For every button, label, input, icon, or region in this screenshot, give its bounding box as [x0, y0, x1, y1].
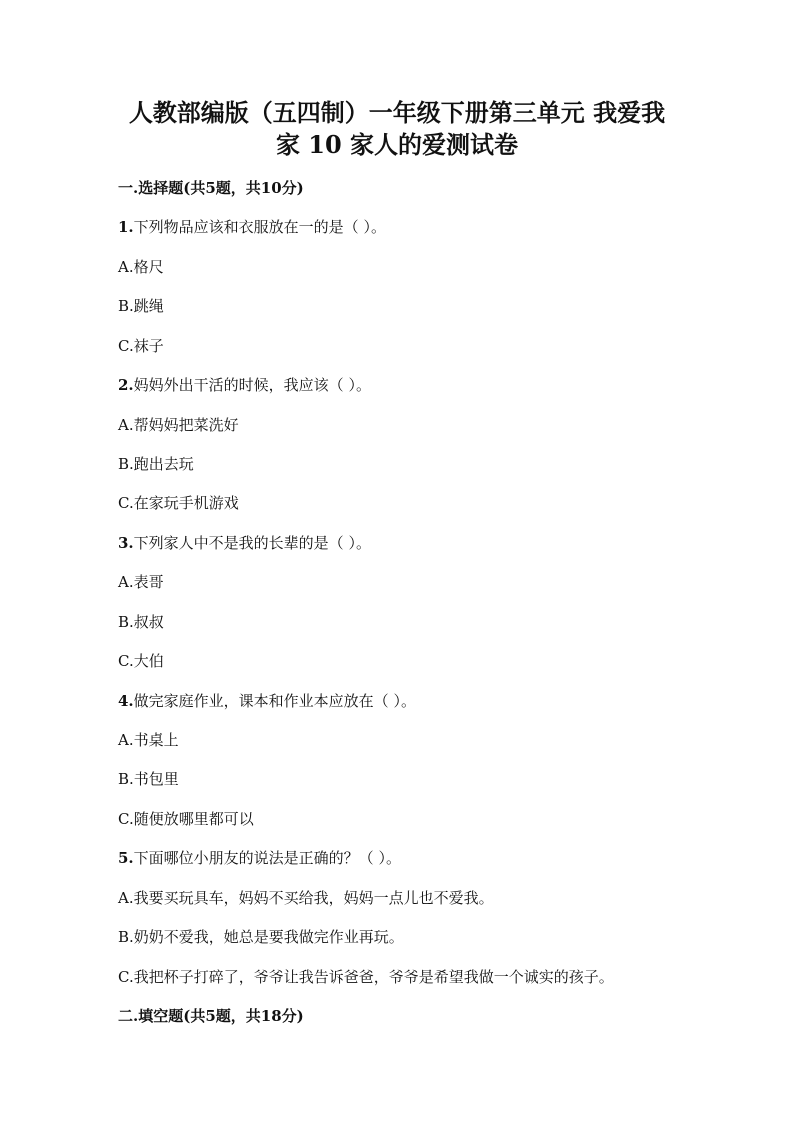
- question-3: [118, 533, 371, 553]
- question-number: 3.: [118, 534, 134, 552]
- exam-title-line-1: 人教部编版（五四制）一年级下册第三单元 我爱我: [128, 98, 666, 127]
- question-number: 4.: [118, 692, 134, 710]
- option-3b: B.叔叔: [118, 613, 164, 631]
- section-heading-choice: 一.选择题(共5题，共10分): [118, 179, 304, 197]
- option-1b: B.跳绳: [118, 297, 164, 315]
- option-2c: C.在家玩手机游戏: [118, 494, 239, 512]
- option-5c: C.我把杯子打碎了，爷爷让我告诉爸爸，爷爷是希望我做一个诚实的孩子。: [118, 968, 614, 986]
- question-number: 1.: [118, 218, 134, 236]
- option-4c: C.随便放哪里都可以: [118, 810, 254, 828]
- question-1: [118, 217, 386, 237]
- option-3a: A.表哥: [118, 573, 164, 591]
- section-heading-fill-in: 二.填空题(共5题，共18分): [118, 1007, 304, 1025]
- option-1c: C.袜子: [118, 337, 164, 355]
- question-text: 下列物品应该和衣服放在一的是（ ）。: [133, 218, 386, 236]
- question-text: 做完家庭作业，课本和作业本应放在（ ）。: [133, 692, 416, 710]
- question-number: 2.: [118, 376, 134, 394]
- option-1a: A.格尺: [118, 258, 164, 276]
- option-3c: C.大伯: [118, 652, 164, 670]
- option-2b: B.跑出去玩: [118, 455, 194, 473]
- question-2: [118, 375, 371, 395]
- option-5a: A.我要买玩具车，妈妈不买给我，妈妈一点儿也不爱我。: [118, 889, 494, 907]
- option-4b: B.书包里: [118, 770, 179, 788]
- question-text: 下列家人中不是我的长辈的是（ ）。: [133, 534, 371, 552]
- question-text: 下面哪位小朋友的说法是正确的？（ ）。: [133, 849, 401, 867]
- question-5: [118, 848, 401, 868]
- option-5b: B.奶奶不爱我，她总是要我做完作业再玩。: [118, 928, 404, 946]
- question-text: 妈妈外出干活的时候，我应该（ ）。: [133, 376, 371, 394]
- exam-title-line-2: 家 10 家人的爱测试卷: [275, 130, 519, 159]
- question-number: 5.: [118, 849, 134, 867]
- question-4: [118, 691, 416, 711]
- option-4a: A.书桌上: [118, 731, 179, 749]
- option-2a: A.帮妈妈把菜洗好: [118, 416, 239, 434]
